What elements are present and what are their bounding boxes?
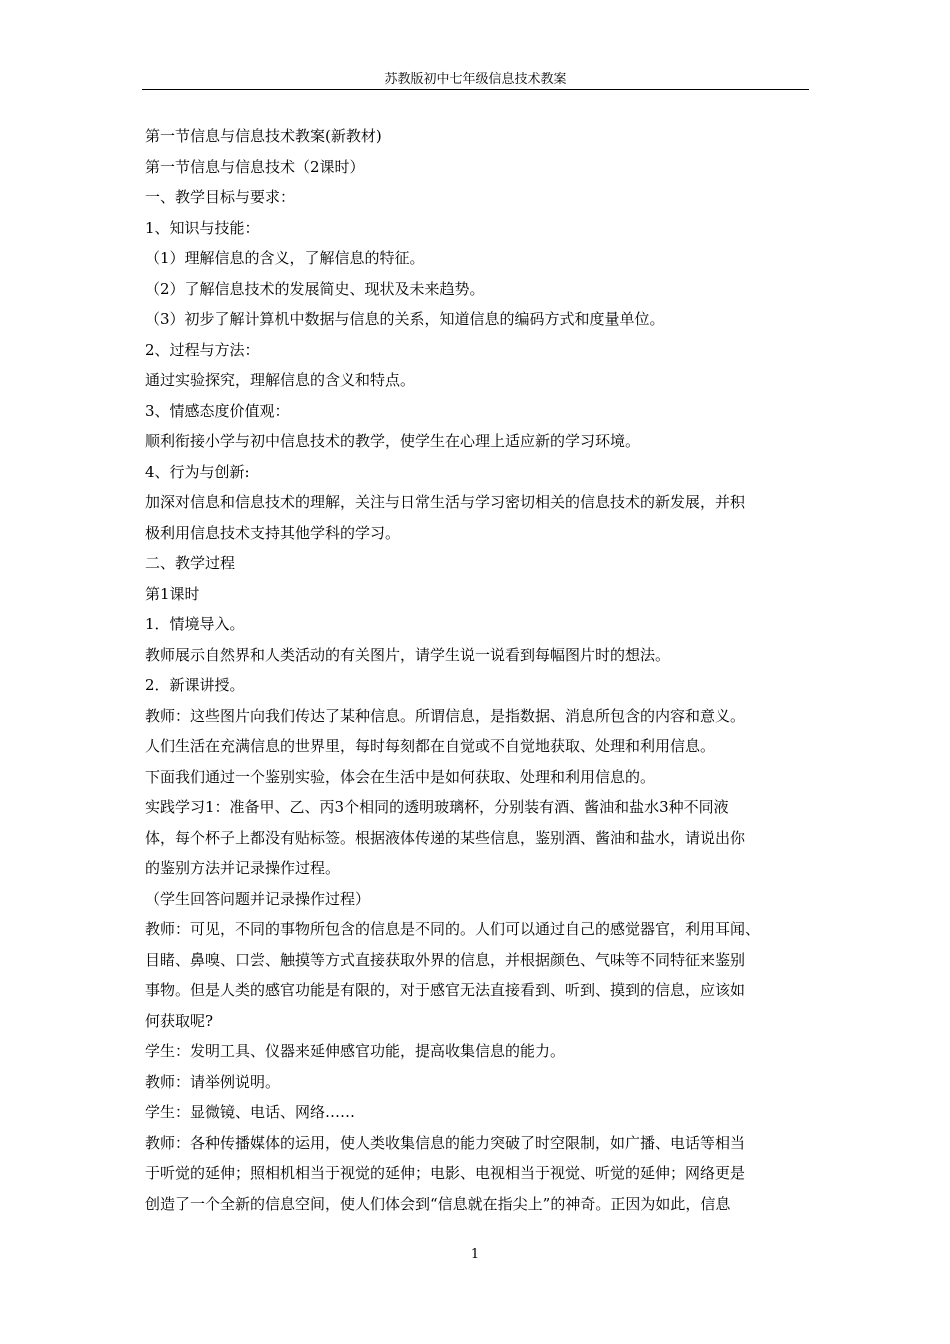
- text-line: 3、情感态度价值观：: [145, 401, 290, 420]
- text-line: 教师：请举例说明。: [145, 1072, 281, 1091]
- text-line: 的鉴别方法并记录操作过程。: [145, 859, 341, 877]
- page-number: 1: [470, 1247, 480, 1262]
- text-line: 极利用信息技术支持其他学科的学习。: [145, 523, 401, 542]
- text-line: 教师展示自然界和人类活动的有关图片，请学生说一说看到每幅图片时的想法。: [145, 645, 671, 664]
- text-line: 顺利衔接小学与初中信息技术的教学，使学生在心理上适应新的学习环境。: [145, 432, 641, 450]
- text-line: 体，每个杯子上都没有贴标签。根据液体传递的某些信息，鉴别酒、酱油和盐水，请说出你: [145, 828, 746, 847]
- text-line: 实践学习1：准备甲、乙、丙3个相同的透明玻璃杯，分别装有酒、酱油和盐水3种不同液: [145, 798, 729, 816]
- text-line: 2．新课讲授。: [145, 676, 245, 694]
- text-line: 第1课时: [145, 584, 200, 603]
- document-body: [145, 121, 809, 1219]
- text-line: 教师：这些图片向我们传达了某种信息。所谓信息，是指数据、消息所包含的内容和意义。: [145, 706, 746, 725]
- text-line: 下面我们通过一个鉴别实验，体会在生活中是如何获取、处理和利用信息的。: [145, 767, 656, 786]
- text-line: 第一节信息与信息技术教案(新教材): [145, 127, 382, 145]
- text-line: 二、教学过程: [145, 554, 236, 572]
- text-line: 教师：可见，不同的事物所包含的信息是不同的。人们可以通过自己的感觉器官，利用耳闻、: [145, 920, 761, 938]
- text-line: （1）理解信息的含义，了解信息的特征。: [145, 249, 425, 267]
- page-header: 苏教版初中七年级信息技术教案: [384, 72, 567, 87]
- text-line: 2、过程与方法：: [145, 340, 260, 359]
- text-line: 何获取呢?: [145, 1011, 214, 1030]
- text-line: 一、教学目标与要求：: [145, 188, 296, 206]
- header-divider: [142, 89, 809, 90]
- text-line: 人们生活在充满信息的世界里，每时每刻都在自觉或不自觉地获取、处理和利用信息。: [145, 737, 716, 755]
- text-line: 第一节信息与信息技术（2课时）: [145, 157, 365, 176]
- text-line: 1．情境导入。: [145, 615, 245, 633]
- text-line: 学生：发明工具、仪器来延伸感官功能，提高收集信息的能力。: [145, 1042, 566, 1060]
- text-line: 通过实验探究，理解信息的含义和特点。: [145, 371, 416, 389]
- text-line: 于听觉的延伸；照相机相当于视觉的延伸；电影、电视相当于视觉、听觉的延伸；网络更是: [145, 1164, 746, 1182]
- text-line: 4、行为与创新:: [145, 462, 250, 481]
- text-line: 教师：各种传播媒体的运用，使人类收集信息的能力突破了时空限制，如广播、电话等相当: [145, 1133, 746, 1152]
- text-line: 加深对信息和信息技术的理解，关注与日常生活与学习密切相关的信息技术的新发展，并积: [145, 493, 746, 511]
- text-line: （3）初步了解计算机中数据与信息的关系，知道信息的编码方式和度量单位。: [145, 310, 665, 328]
- text-line: 学生：显微镜、电话、网络……: [145, 1103, 356, 1121]
- text-line: （学生回答问题并记录操作过程）: [145, 889, 371, 908]
- text-line: 1、知识与技能：: [145, 218, 260, 237]
- text-line: 目睹、鼻嗅、口尝、触摸等方式直接获取外界的信息，并根据颜色、气味等不同特征来鉴别: [145, 950, 746, 969]
- text-line: 事物。但是人类的感官功能是有限的，对于感官无法直接看到、听到、摸到的信息，应该如: [145, 981, 746, 999]
- text-line: （2）了解信息技术的发展简史、现状及未来趋势。: [145, 279, 485, 298]
- text-line: 创造了一个全新的信息空间，使人们体会到“信息就在指尖上”的神奇。正因为如此，信息: [145, 1194, 731, 1213]
